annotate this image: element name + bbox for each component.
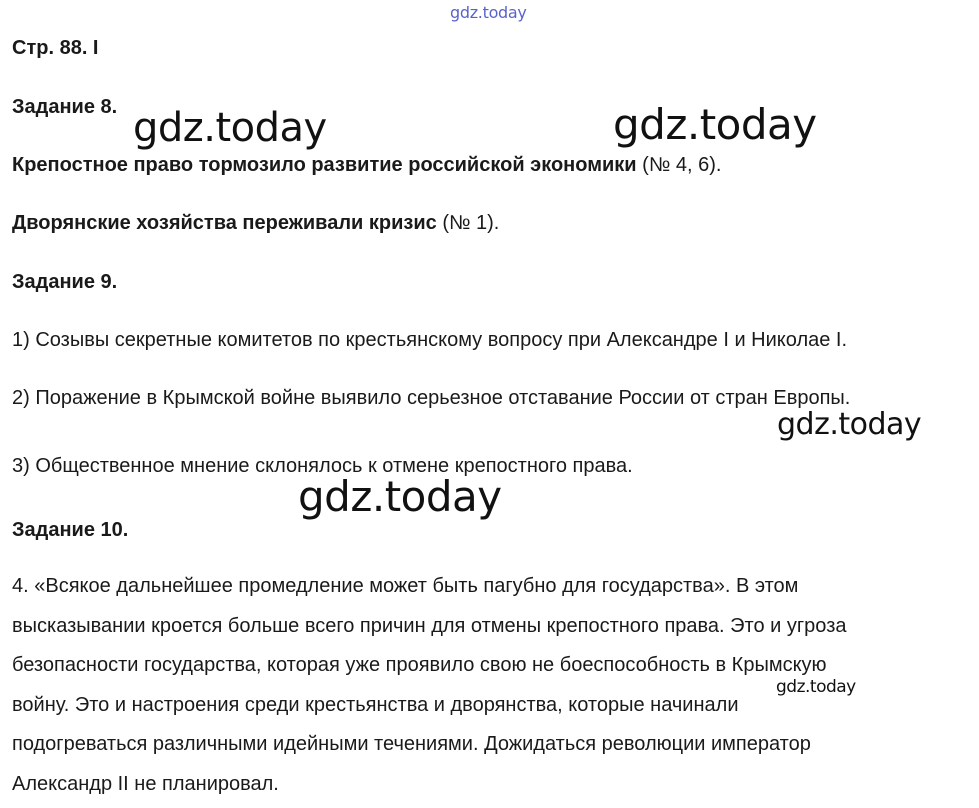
- task-8-answer-2-rest: (№ 1).: [436, 212, 500, 234]
- watermark-medium: gdz.today: [777, 407, 922, 442]
- task-8-answer-1-bold: Крепостное право тормозило развитие российской экономики: [12, 154, 637, 176]
- task-10-line-2: высказывании кроется больше всего причин для отмены крепостного права. Это и угроза: [12, 614, 847, 637]
- task-8-answer-2-bold: Дворянские хозяйства переживали кризис: [12, 212, 437, 234]
- task-8-answer-1-rest: (№ 4, 6).: [636, 154, 722, 176]
- watermark-large-3: gdz.today: [298, 472, 502, 521]
- task-9-item-3: 3) Общественное мнение склонялось к отмене крепостного права.: [12, 455, 633, 477]
- task-10-line-4: войну. Это и настроения среди крестьянства и дворянства, которые начинали: [12, 693, 739, 716]
- task-10-line-6: Александр II не планировал.: [12, 772, 279, 795]
- task-10-line-1: 4. «Всякое дальнейшее промедление может быть пагубно для государства». В этом: [12, 575, 799, 597]
- task-10-heading: Задание 10.: [12, 519, 129, 541]
- task-9-item-1: 1) Созывы секретные комитетов по крестьянскому вопросу при Александре I и Николае I.: [12, 329, 848, 351]
- task-9-item-2: 2) Поражение в Крымской войне выявило серьезное отставание России от стран Европы.: [12, 387, 851, 409]
- watermark-small: gdz.today: [776, 677, 856, 697]
- task-8-answer-1: [12, 153, 721, 177]
- task-8-heading: Задание 8.: [12, 96, 118, 118]
- watermark-large-1: gdz.today: [133, 105, 327, 151]
- task-10-line-3: безопасности государства, которая уже проявило свою не боеспособность в Крымскую: [12, 654, 827, 677]
- watermark-large-2: gdz.today: [613, 100, 817, 149]
- task-10-line-5: подогреваться различными идейными течениями. Дожидаться революции император: [12, 733, 811, 756]
- page-reference: Стр. 88. I: [12, 37, 99, 59]
- watermark-top: gdz.today: [450, 3, 527, 22]
- task-9-heading: Задание 9.: [12, 271, 118, 293]
- task-8-answer-2: [12, 211, 499, 235]
